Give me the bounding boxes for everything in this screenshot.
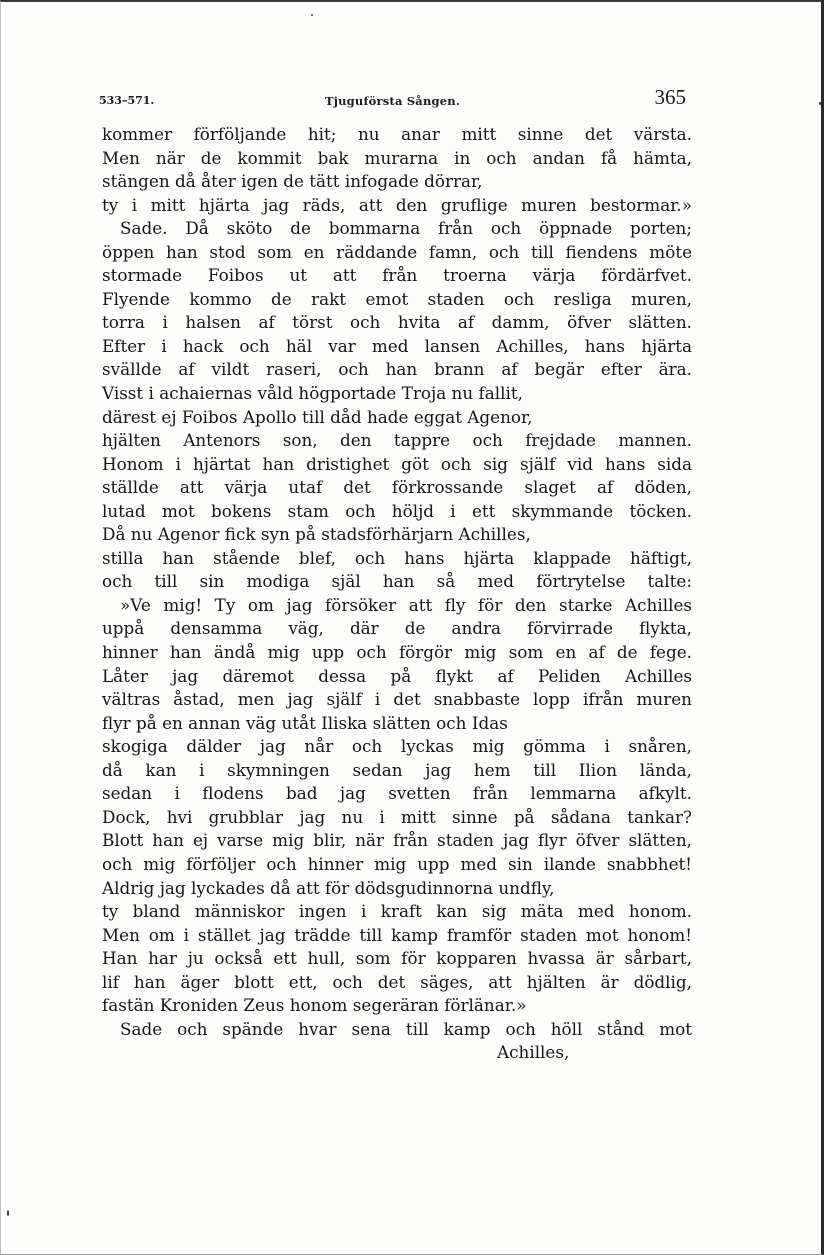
page-header bbox=[99, 85, 689, 112]
verse-line: ställde att värja utaf det förkrossande slaget af döden, bbox=[102, 477, 692, 498]
verse-line: ty bland människor ingen i kraft kan sig mäta med honom. bbox=[102, 901, 692, 922]
verse-line: öppen han stod som en räddande famn, och till fiendens möte bbox=[102, 241, 692, 262]
verse-line: Achilles, bbox=[497, 1042, 570, 1063]
verse-line: torra i halsen af törst och hvita af damm, öfver slätten. bbox=[102, 312, 692, 333]
verse-line: Då nu Agenor fick syn på stadsförhärjarn Achilles, bbox=[102, 524, 531, 545]
verse-line: Flyende kommo de rakt emot staden och resliga muren, bbox=[102, 288, 692, 309]
verse-line: Aldrig jag lyckades då att för dödsgudinnorna undfly, bbox=[102, 877, 555, 898]
verse-line: skogiga dälder jag når och lyckas mig gömma i snåren, bbox=[102, 736, 692, 757]
verse-line: lutad mot bokens stam och höljd i ett skymmande töcken. bbox=[102, 500, 692, 521]
line-range: 533–571. bbox=[99, 94, 155, 107]
verse-line: uppå densamma väg, där de andra förvirrade flykta, bbox=[102, 618, 692, 639]
verse-line: Låter jag däremot dessa på flykt af Peliden Achilles bbox=[102, 665, 692, 686]
verse-line: då kan i skymningen sedan jag hem till Ilion lända, bbox=[102, 759, 692, 780]
verse-line: hinner han ändå mig upp och förgör mig som en af de fege. bbox=[102, 642, 692, 663]
scan-speck bbox=[7, 1210, 9, 1216]
verse-line: Men när de kommit bak murarna in och andan få hämta, bbox=[102, 147, 692, 168]
verse-line: Blott han ej varse mig blir, när från staden jag flyr öfver slätten, bbox=[102, 830, 692, 851]
verse-line: stormade Foibos ut att från troerna värja fördärfvet. bbox=[102, 265, 692, 286]
verse-line: Dock, hvi grubblar jag nu i mitt sinne på sådana tankar? bbox=[102, 806, 692, 827]
verse-line: sedan i flodens bad jag svetten från lemmarna afkylt. bbox=[102, 783, 692, 804]
verse-line: Honom i hjärtat han dristighet göt och sig själf vid hans sida bbox=[102, 453, 692, 474]
verse-line: Visst i achaiernas våld högportade Troja nu fallit, bbox=[102, 383, 523, 404]
verse-line: Efter i hack och häl var med lansen Achilles, hans hjärta bbox=[102, 335, 692, 356]
verse-line: svällde af vildt raseri, och han brann af begär efter ära. bbox=[102, 359, 692, 380]
verse-line: och mig förföljer och hinner mig upp med sin ilande snabbhet! bbox=[102, 853, 692, 874]
verse-line: Sade och spände hvar sena till kamp och höll stånd mot bbox=[120, 1018, 692, 1039]
verse-line: stängen då åter igen de tätt infogade dörrar, bbox=[102, 171, 483, 192]
verse-line: »Ve mig! Ty om jag försöker att fly för den starke Achilles bbox=[120, 594, 692, 615]
verse-line: hjälten Antenors son, den tappre och frejdade mannen. bbox=[102, 430, 692, 451]
scan-speck bbox=[311, 14, 313, 16]
scan-speck bbox=[819, 102, 822, 105]
verse-line: flyr på en annan väg utåt Iliska slätten och Idas bbox=[102, 712, 508, 733]
verse-text bbox=[102, 123, 692, 1065]
verse-line: Han har ju också ett hull, som för kopparen hvassa är sårbart, bbox=[102, 948, 692, 969]
verse-line: Sade. Då sköto de bommarna från och öppnade porten; bbox=[120, 218, 692, 239]
verse-line: stilla han stående blef, och hans hjärta klappade häftigt, bbox=[102, 547, 692, 568]
verse-line: lif han äger blott ett, och det säges, att hjälten är dödlig, bbox=[102, 971, 692, 992]
verse-line: Men om i stället jag trädde till kamp framför staden mot honom! bbox=[102, 924, 692, 945]
verse-line: fastän Kroniden Zeus honom segeräran förlänar.» bbox=[102, 995, 527, 1016]
page-number: 365 bbox=[654, 85, 686, 109]
verse-line: ty i mitt hjärta jag räds, att den gruflige muren bestormar.» bbox=[102, 194, 692, 215]
verse-line: kommer förföljande hit; nu anar mitt sinne det värsta. bbox=[102, 124, 692, 144]
running-title: Tjuguförsta Sången. bbox=[325, 94, 461, 108]
verse-line: därest ej Foibos Apollo till dåd hade eggat Agenor, bbox=[102, 406, 533, 427]
verse-line: vältras åstad, men jag själf i det snabbaste lopp ifrån muren bbox=[102, 689, 692, 710]
verse-line: och till sin modiga själ han så med förtrytelse talte: bbox=[102, 571, 692, 592]
